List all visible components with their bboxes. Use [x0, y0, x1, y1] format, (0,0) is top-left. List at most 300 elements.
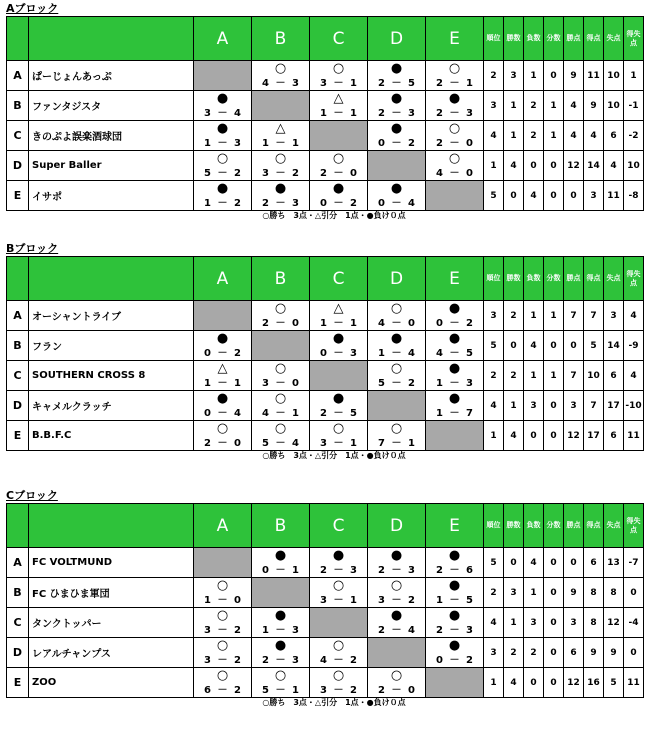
score-dash: － [449, 625, 460, 636]
match-score [426, 378, 483, 389]
match-score [194, 625, 251, 636]
match-score [310, 655, 367, 666]
score-against: 1 [292, 408, 299, 419]
result-symbol: ● [390, 608, 403, 623]
stat-value: 1 [524, 61, 544, 91]
stat-value: 3 [604, 301, 624, 331]
match-score [426, 78, 483, 89]
result-symbol: ● [216, 181, 229, 196]
league-block-2 [6, 243, 642, 461]
score-against: 2 [466, 655, 473, 666]
result-symbol: ○ [332, 578, 345, 593]
stat-value: 0 [544, 391, 564, 421]
score-dash: － [333, 168, 344, 179]
self-match-cell [194, 548, 252, 578]
score-against: 7 [466, 408, 473, 419]
header-stat-1: 勝数 [504, 504, 524, 548]
header-col-B: B [252, 17, 310, 61]
score-for: 1 [204, 138, 211, 149]
score-dash: － [449, 565, 460, 576]
header-stat-4: 勝点 [564, 504, 584, 548]
score-dash: － [217, 685, 228, 696]
match-score [194, 685, 251, 696]
standings-table [6, 16, 644, 211]
score-dash: － [449, 655, 460, 666]
team-name: ぱーじょんあっぷ [29, 61, 194, 91]
score-against: 3 [466, 625, 473, 636]
result-symbol: ○ [274, 151, 287, 166]
score-against: 1 [292, 138, 299, 149]
score-dash: － [217, 348, 228, 359]
result-symbol: ○ [216, 578, 229, 593]
result-symbol: ● [274, 608, 287, 623]
table-row [7, 181, 644, 211]
result-symbol: △ [333, 301, 344, 316]
stat-value: 0 [564, 331, 584, 361]
score-against: 3 [350, 348, 357, 359]
match-score [252, 408, 309, 419]
score-dash: － [391, 685, 402, 696]
score-against: 3 [292, 78, 299, 89]
self-match-cell [426, 421, 484, 451]
result-symbol: ○ [274, 361, 287, 376]
stat-value: 0 [524, 668, 544, 698]
match-cell [426, 151, 484, 181]
row-label: B [7, 91, 29, 121]
stat-value: 7 [564, 301, 584, 331]
match-score [252, 78, 309, 89]
result-symbol: ● [448, 638, 461, 653]
score-dash: － [333, 108, 344, 119]
row-label: D [7, 151, 29, 181]
score-for: 4 [262, 78, 269, 89]
stat-value: 13 [604, 548, 624, 578]
result-symbol: ○ [274, 421, 287, 436]
table-row [7, 608, 644, 638]
score-dash: － [333, 348, 344, 359]
match-score [310, 685, 367, 696]
score-for: 5 [262, 685, 269, 696]
score-dash: － [275, 625, 286, 636]
table-row [7, 668, 644, 698]
match-score [368, 318, 425, 329]
result-symbol: ○ [216, 638, 229, 653]
table-row [7, 91, 644, 121]
result-symbol: ● [448, 578, 461, 593]
result-symbol: ○ [274, 61, 287, 76]
standings-table [6, 256, 644, 451]
table-row [7, 61, 644, 91]
header-stat-6: 失点 [604, 257, 624, 301]
match-cell [368, 548, 426, 578]
header-col-D: D [368, 17, 426, 61]
score-dash: － [217, 108, 228, 119]
match-score [310, 565, 367, 576]
score-dash: － [333, 685, 344, 696]
team-name: ZOO [29, 668, 194, 698]
match-cell [252, 121, 310, 151]
header-blank [7, 17, 29, 61]
stat-value: 4 [484, 608, 504, 638]
score-against: 1 [350, 438, 357, 449]
stat-value: 16 [584, 668, 604, 698]
match-score [310, 198, 367, 209]
result-symbol: ● [390, 121, 403, 136]
score-dash: － [275, 438, 286, 449]
score-dash: － [275, 378, 286, 389]
match-cell [310, 391, 368, 421]
header-stat-7: 得失点 [624, 504, 644, 548]
stat-value: 6 [604, 361, 624, 391]
stat-value: 10 [604, 61, 624, 91]
match-cell [426, 91, 484, 121]
match-score [368, 438, 425, 449]
stat-value: 6 [584, 548, 604, 578]
score-for: 3 [204, 655, 211, 666]
header-stat-2: 負数 [524, 504, 544, 548]
result-symbol: ○ [216, 151, 229, 166]
score-against: 2 [234, 348, 241, 359]
stat-value: -4 [624, 608, 644, 638]
score-against: 1 [292, 685, 299, 696]
stat-value: 11 [624, 421, 644, 451]
result-symbol: ● [390, 61, 403, 76]
stat-value: 0 [624, 638, 644, 668]
result-symbol: ○ [332, 151, 345, 166]
match-score [252, 625, 309, 636]
score-dash: － [449, 108, 460, 119]
score-against: 5 [350, 408, 357, 419]
score-dash: － [275, 138, 286, 149]
result-symbol: ○ [448, 61, 461, 76]
stat-value: 6 [604, 121, 624, 151]
stat-value: 3 [524, 391, 544, 421]
match-cell [252, 668, 310, 698]
score-dash: － [391, 318, 402, 329]
header-col-A: A [194, 17, 252, 61]
result-symbol: ● [448, 331, 461, 346]
stat-value: 1 [524, 578, 544, 608]
score-for: 1 [378, 348, 385, 359]
stat-value: 6 [564, 638, 584, 668]
result-symbol: △ [333, 91, 344, 106]
stat-value: 2 [504, 361, 524, 391]
header-stat-6: 失点 [604, 17, 624, 61]
match-score [368, 198, 425, 209]
row-label: D [7, 391, 29, 421]
stat-value: 3 [504, 578, 524, 608]
result-symbol: ○ [216, 668, 229, 683]
match-score [368, 685, 425, 696]
block-title: Aブロック [6, 2, 59, 15]
stat-value: 9 [564, 578, 584, 608]
match-cell [368, 421, 426, 451]
score-against: 3 [466, 108, 473, 119]
match-score [310, 168, 367, 179]
self-match-cell [310, 608, 368, 638]
match-cell [310, 331, 368, 361]
header-col-B: B [252, 504, 310, 548]
stat-value: 0 [544, 151, 564, 181]
score-for: 1 [262, 138, 269, 149]
result-symbol: ● [448, 361, 461, 376]
match-score [368, 565, 425, 576]
match-score [368, 378, 425, 389]
stat-value: 4 [484, 121, 504, 151]
match-cell [426, 331, 484, 361]
result-symbol: ○ [448, 151, 461, 166]
team-name: タンクトッパー [29, 608, 194, 638]
stat-value: 5 [484, 548, 504, 578]
stat-value: 12 [564, 421, 584, 451]
score-dash: － [333, 438, 344, 449]
score-for: 3 [320, 595, 327, 606]
self-match-cell [368, 638, 426, 668]
score-for: 3 [262, 168, 269, 179]
stat-value: 1 [524, 361, 544, 391]
header-stat-5: 得点 [584, 17, 604, 61]
stat-value: 3 [564, 391, 584, 421]
legend: ○勝ち 3点・△引分 1点・●負け０点 [262, 698, 406, 707]
stat-value: -10 [624, 391, 644, 421]
score-against: 1 [292, 565, 299, 576]
score-against: 4 [234, 108, 241, 119]
match-cell [368, 301, 426, 331]
stat-value: 7 [584, 391, 604, 421]
score-against: 0 [234, 438, 241, 449]
match-cell [194, 391, 252, 421]
stat-value: 0 [504, 331, 524, 361]
stat-value: 2 [524, 638, 544, 668]
legend: ○勝ち 3点・△引分 1点・●負け０点 [262, 211, 406, 220]
score-against: 1 [350, 108, 357, 119]
score-for: 2 [378, 625, 385, 636]
stat-value: 1 [544, 361, 564, 391]
stat-value: 2 [504, 638, 524, 668]
self-match-cell [426, 181, 484, 211]
result-symbol: ● [332, 391, 345, 406]
score-against: 0 [408, 685, 415, 696]
stat-value: 4 [564, 91, 584, 121]
match-cell [194, 331, 252, 361]
table-row [7, 578, 644, 608]
match-cell [310, 578, 368, 608]
match-score [426, 108, 483, 119]
block-title: Cブロック [6, 489, 58, 502]
match-cell [252, 61, 310, 91]
score-against: 5 [466, 595, 473, 606]
score-for: 1 [262, 625, 269, 636]
score-against: 4 [408, 625, 415, 636]
score-against: 1 [350, 78, 357, 89]
score-against: 3 [408, 108, 415, 119]
match-cell [252, 361, 310, 391]
score-for: 0 [204, 408, 211, 419]
header-stat-3: 分数 [544, 257, 564, 301]
match-cell [194, 421, 252, 451]
match-cell [310, 91, 368, 121]
score-for: 0 [436, 655, 443, 666]
stat-value: 4 [624, 361, 644, 391]
score-dash: － [217, 625, 228, 636]
score-dash: － [275, 408, 286, 419]
match-score [426, 168, 483, 179]
score-against: 2 [350, 685, 357, 696]
stat-value: 8 [584, 608, 604, 638]
league-block-3 [6, 490, 642, 708]
header-col-B: B [252, 257, 310, 301]
team-name: SOUTHERN CROSS 8 [29, 361, 194, 391]
header-col-A: A [194, 257, 252, 301]
header-stat-4: 勝点 [564, 257, 584, 301]
score-against: 0 [350, 168, 357, 179]
result-symbol: ○ [390, 578, 403, 593]
score-against: 2 [350, 198, 357, 209]
match-score [368, 348, 425, 359]
stat-value: 2 [524, 91, 544, 121]
match-cell [310, 421, 368, 451]
match-cell [252, 391, 310, 421]
score-dash: － [391, 378, 402, 389]
stat-value: 17 [584, 421, 604, 451]
header-col-C: C [310, 17, 368, 61]
row-label: E [7, 421, 29, 451]
result-symbol: ● [332, 548, 345, 563]
stat-value: 8 [604, 578, 624, 608]
stat-value: 0 [544, 331, 564, 361]
team-name: きのぷよ誤楽酒球団 [29, 121, 194, 151]
score-dash: － [391, 625, 402, 636]
result-symbol: ○ [390, 668, 403, 683]
result-symbol: ● [332, 331, 345, 346]
result-symbol: ○ [448, 121, 461, 136]
table-row [7, 391, 644, 421]
result-symbol: ○ [332, 668, 345, 683]
result-symbol: ● [390, 548, 403, 563]
score-dash: － [391, 565, 402, 576]
score-against: 2 [408, 595, 415, 606]
score-dash: － [449, 78, 460, 89]
stat-value: 2 [484, 61, 504, 91]
stat-value: 0 [544, 61, 564, 91]
row-label: A [7, 548, 29, 578]
match-cell [426, 121, 484, 151]
match-score [426, 625, 483, 636]
result-symbol: ● [448, 391, 461, 406]
team-name: ファンタジスタ [29, 91, 194, 121]
row-label: A [7, 61, 29, 91]
header-col-D: D [368, 504, 426, 548]
match-score [368, 595, 425, 606]
stat-value: 12 [564, 668, 584, 698]
stat-value: 6 [604, 421, 624, 451]
score-dash: － [217, 595, 228, 606]
match-cell [194, 91, 252, 121]
stat-value: 1 [484, 668, 504, 698]
score-against: 4 [408, 198, 415, 209]
score-dash: － [333, 565, 344, 576]
score-against: 0 [408, 318, 415, 329]
header-team [29, 504, 194, 548]
score-dash: － [217, 378, 228, 389]
score-for: 2 [262, 655, 269, 666]
score-against: 2 [466, 318, 473, 329]
stat-value: -2 [624, 121, 644, 151]
score-for: 5 [262, 438, 269, 449]
score-dash: － [275, 655, 286, 666]
score-against: 3 [466, 378, 473, 389]
result-symbol: ○ [274, 391, 287, 406]
result-symbol: ● [448, 301, 461, 316]
team-name: FC ひまひま軍団 [29, 578, 194, 608]
self-match-cell [194, 61, 252, 91]
score-for: 2 [262, 198, 269, 209]
score-for: 1 [320, 108, 327, 119]
match-score [368, 625, 425, 636]
header-stat-0: 順位 [484, 504, 504, 548]
match-score [310, 438, 367, 449]
stat-value: 2 [484, 578, 504, 608]
stat-value: 1 [504, 608, 524, 638]
result-symbol: ● [274, 548, 287, 563]
score-dash: － [391, 595, 402, 606]
stat-value: 0 [624, 578, 644, 608]
score-for: 1 [436, 378, 443, 389]
match-cell [368, 608, 426, 638]
score-against: 3 [408, 565, 415, 576]
self-match-cell [368, 391, 426, 421]
score-for: 4 [320, 655, 327, 666]
stat-value: 1 [504, 121, 524, 151]
stat-value: 11 [584, 61, 604, 91]
result-symbol: ● [332, 181, 345, 196]
score-for: 3 [378, 595, 385, 606]
result-symbol: ○ [332, 638, 345, 653]
score-against: 4 [292, 438, 299, 449]
stat-value: 0 [544, 548, 564, 578]
table-row [7, 331, 644, 361]
team-name: イサポ [29, 181, 194, 211]
score-for: 0 [262, 565, 269, 576]
match-score [252, 318, 309, 329]
header-stat-1: 勝数 [504, 17, 524, 61]
match-score [194, 108, 251, 119]
match-cell [252, 608, 310, 638]
stat-value: 3 [484, 638, 504, 668]
header-col-C: C [310, 504, 368, 548]
table-row [7, 638, 644, 668]
stat-value: 5 [484, 331, 504, 361]
match-score [252, 138, 309, 149]
team-name: Super Baller [29, 151, 194, 181]
score-against: 2 [408, 138, 415, 149]
match-cell [426, 361, 484, 391]
score-against: 2 [234, 198, 241, 209]
match-score [194, 595, 251, 606]
header-stat-0: 順位 [484, 257, 504, 301]
score-for: 2 [436, 138, 443, 149]
score-for: 6 [204, 685, 211, 696]
score-dash: － [217, 408, 228, 419]
league-block-1 [6, 3, 642, 221]
header-col-C: C [310, 257, 368, 301]
result-symbol: ● [390, 91, 403, 106]
stat-value: 7 [584, 301, 604, 331]
score-against: 2 [234, 625, 241, 636]
stat-value: -1 [624, 91, 644, 121]
score-against: 5 [466, 348, 473, 359]
match-cell [368, 121, 426, 151]
